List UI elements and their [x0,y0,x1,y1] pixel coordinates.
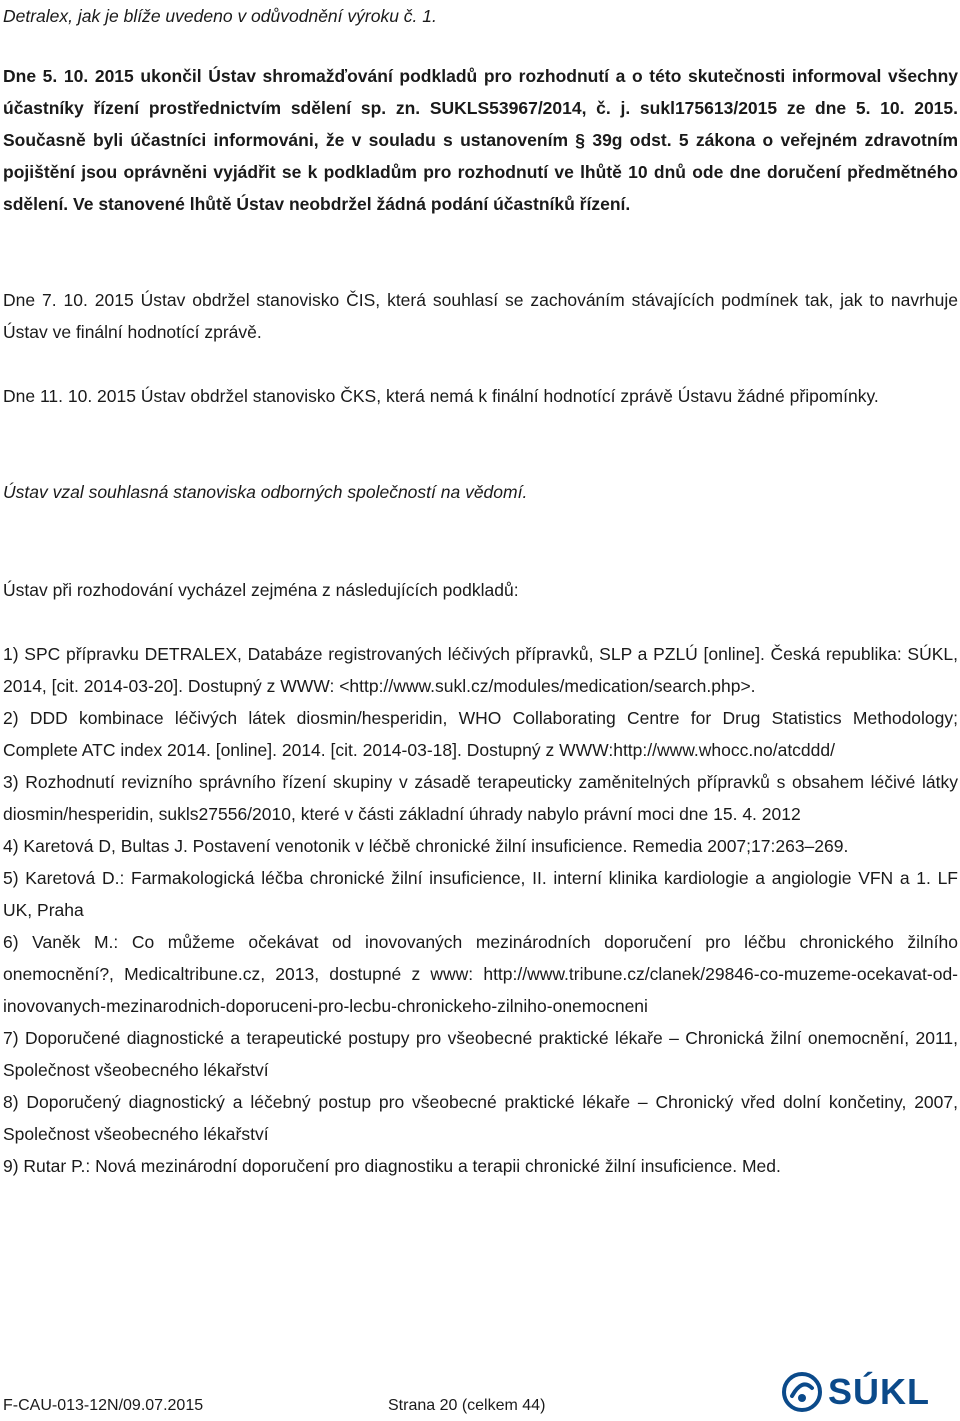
sukl-logo-text: SÚKL [828,1371,930,1412]
sukl-logo-icon [782,1372,822,1412]
reference-item: 1) SPC přípravku DETRALEX, Databáze registrovaných léčivých přípravků, SLP a PZLÚ [online]. Česká republika: SÚKL, 2014, [cit. 2014-03-20]. Dostupný z WWW: <http://www.sukl.cz/modules/medication/search.php>. [3,644,958,696]
reference-item: 8) Doporučený diagnostický a léčebný postup pro všeobecné praktické lékaře – Chronický vřed dolní končetiny, 2007, Společnost všeobecného lékařství [3,1092,958,1144]
reference-item: 9) Rutar P.: Nová mezinárodní doporučení pro diagnostiku a terapii chronické žilní insuficience. Med. [3,1156,781,1176]
intro-line: Detralex, jak je blíže uvedeno v odůvodnění výroku č. 1. [3,6,437,26]
paragraph-sources-intro: Ústav při rozhodování vycházel zejména z následujících podkladů: [3,580,519,600]
reference-item: 3) Rozhodnutí revizního správního řízení skupiny v zásadě terapeuticky zaměnitelných přípravků s obsahem léčivé látky diosmin/hesperidin, sukls27556/2010, které v části základní úhrady nabylo právní moci dne 15. 4. 2012 [3,772,958,824]
footer-doc-code: F-CAU-013-12N/09.07.2015 [3,1397,204,1414]
sukl-logo [782,1370,930,1414]
reference-list [3,638,958,1182]
reference-item: 5) Karetová D.: Farmakologická léčba chronické žilní insuficience, II. interní klinika kardiologie a angiologie VFN a 1. LF UK, Praha [3,868,958,920]
paragraph-acknowledgement: Ústav vzal souhlasná stanoviska odborných společností na vědomí. [3,482,528,502]
reference-item: 2) DDD kombinace léčivých látek diosmin/hesperidin, WHO Collaborating Centre for Drug Statistics Methodology; Complete ATC index 2014. [online]. 2014. [cit. 2014-03-18]. Dostupný z WWW:http://www.whocc.no/atcddd/ [3,708,958,760]
paragraph-cks-opinion: Dne 11. 10. 2015 Ústav obdržel stanovisko ČKS, která nemá k finální hodnotící zprávě Ústavu žádné připomínky. [3,386,879,406]
paragraph-cis-opinion: Dne 7. 10. 2015 Ústav obdržel stanovisko ČIS, která souhlasí se zachováním stávajících podmínek tak, jak to navrhuje Ústav ve finální hodnotící zprávě. [3,290,958,342]
paragraph-closure-notice: Dne 5. 10. 2015 ukončil Ústav shromažďování podkladů pro rozhodnutí a o této skutečnosti informoval všechny účastníky řízení prostřednictvím sdělení sp. zn. SUKLS53967/2014, č. j. sukl175613/2015 ze dne 5. 10. 2015. Současně byli účastníci informováni, že v souladu s ustanovením § 39g odst. 5 zákona o veřejném zdravotním pojištění jsou oprávněni vyjádřit se k podkladům pro rozhodnutí ve lhůtě 10 dnů ode dne doručení předmětného sdělení. Ve stanovené lhůtě Ústav neobdržel žádná podání účastníků řízení. [3,66,958,214]
footer-page-number: Strana 20 (celkem 44) [388,1397,546,1414]
reference-item: 4) Karetová D, Bultas J. Postavení venotonik v léčbě chronické žilní insuficience. Remedia 2007;17:263–269. [3,836,849,856]
reference-item: 6) Vaněk M.: Co můžeme očekávat od inovovaných mezinárodních doporučení pro léčbu chronického žilního onemocnění?, Medicaltribune.cz, 2013, dostupné z www: http://www.tribune.cz/clanek/29846-co-muzeme-ocekavat-od-inovovanych-mezinarodnich-doporuceni-pro-lecbu-chronickeho-zilniho-onemocneni [3,932,958,1016]
reference-item: 7) Doporučené diagnostické a terapeutické postupy pro všeobecné praktické lékaře – Chronická žilní onemocnění, 2011, Společnost všeobecného lékařství [3,1028,958,1080]
